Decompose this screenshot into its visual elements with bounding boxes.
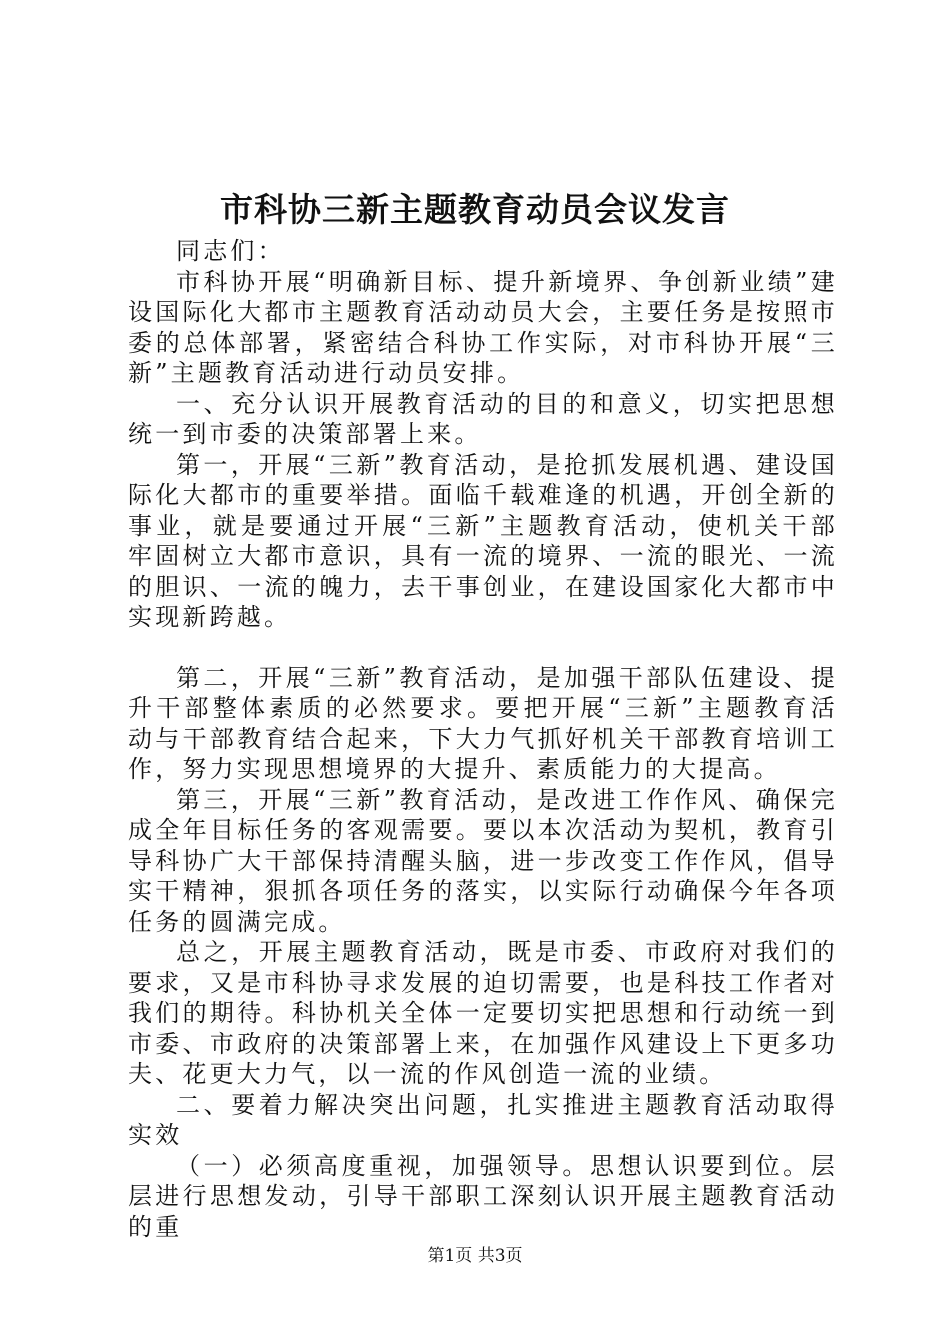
paragraph-third: 第三，开展“三新”教育活动，是改进工作作风、确保完成全年目标任务的客观需要。要以本次活动为契机，教育引导科协广大干部保持清醒头脑，进一步改变工作作风，倡导实干精神，狠抓各项任务的落实，以实际行动确保今年各项任务的圆满完成。 (128, 785, 838, 936)
section-heading-1: 一、充分认识开展教育活动的目的和意义，切实把思想统一到市委的决策部署上来。 (128, 389, 838, 448)
salutation: 同志们： (176, 237, 285, 265)
paragraph-second: 第二，开展“三新”教育活动，是加强干部队伍建设、提升干部整体素质的必然要求。要把开展“三新”主题教育活动与干部教育结合起来，下大力气抓好机关干部教育培训工作，努力实现思想境界的大提升、素质能力的大提高。 (128, 663, 838, 783)
document-body (128, 236, 838, 1242)
paragraph-first: 第一，开展“三新”教育活动，是抢抓发展机遇、建设国际化大都市的重要举措。面临千载难逢的机遇，开创全新的事业，就是要通过开展“三新”主题教育活动，使机关干部牢固树立大都市意识，具有一流的境界、一流的眼光、一流的胆识、一流的魄力，去干事创业，在建设国家化大都市中实现新跨越。 (128, 450, 838, 631)
page-number-footer: 第1页 共3页 (427, 1246, 523, 1266)
paragraph-summary: 总之，开展主题教育活动，既是市委、市政府对我们的要求，又是市科协寻求发展的迫切需要，也是科技工作者对我们的期待。科协机关全体一定要切实把思想和行动统一到市委、市政府的决策部署上来，在加强作风建设上下更多功夫、花更大力气，以一流的作风创造一流的业绩。 (128, 938, 838, 1088)
paragraph-subsection-1: （一）必须高度重视，加强领导。思想认识要到位。层层进行思想发动，引导干部职工深刻认识开展主题教育活动的重 (128, 1151, 838, 1241)
section-heading-2: 二、要着力解决突出问题，扎实推进主题教育活动取得实效 (128, 1090, 838, 1149)
paragraph-intro: 市科协开展“明确新目标、提升新境界、争创新业绩”建设国际化大都市主题教育活动动员大会，主要任务是按照市委的总体部署，紧密结合科协工作实际，对市科协开展“三新”主题教育活动进行动员安排。 (128, 267, 838, 387)
document-title: 市科协三新主题教育动员会议发言 (220, 190, 730, 229)
